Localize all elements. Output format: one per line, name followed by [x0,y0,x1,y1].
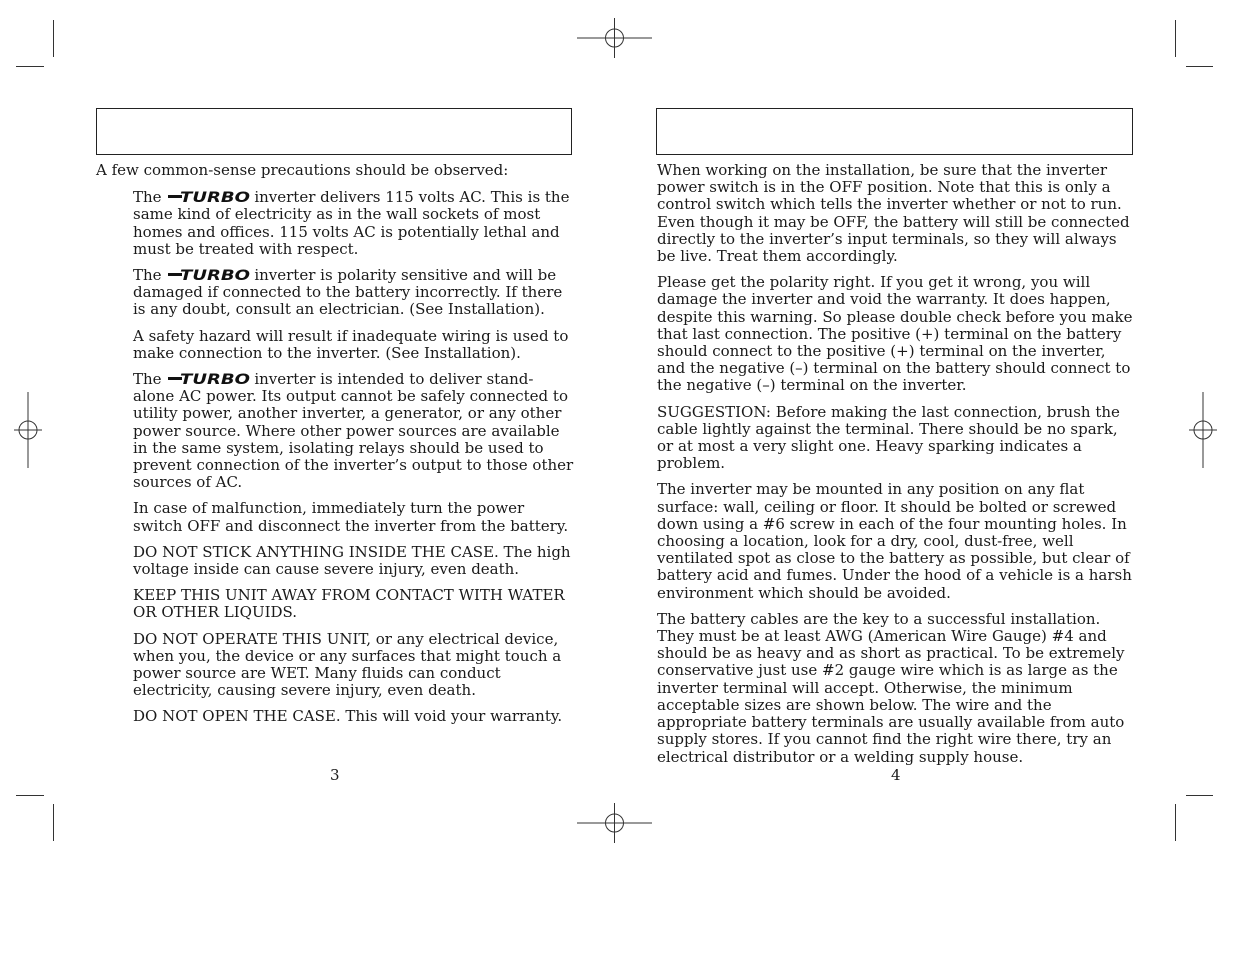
registration-mark-icon [577,18,652,58]
turbo-logo-icon [168,372,250,385]
precaution-item [133,631,574,700]
crop-mark [1175,20,1176,57]
crop-mark [1186,795,1213,796]
precaution-text: In case of malfunction, immediately turn the power switch OFF and disconnect the inverter from the battery. [133,499,569,535]
precaution-text: inverter is polarity sensitive and will be damaged if connected to the battery incorrectly. If there is any doubt, consult an electrician. (See Installation). [133,266,563,319]
page-number-right: 4 [891,766,901,784]
installation-paragraph: When working on the installation, be sure that the inverter power switch is in the OFF position. Note that this is only a control switch which tells the inverter whether or not to run. Even though it may be OFF, the battery will still be connected directly to the inverter’s input terminals, so they will always be live. Treat them accordingly. [657,161,1130,266]
crop-mark [16,795,44,796]
precaution-prefix: The [133,370,162,389]
crop-mark [53,804,54,841]
precaution-text: inverter is intended to deliver stand-alone AC power. Its output cannot be safely connected to utility power, another inverter, a generator, or any other power source. Where other power sources are available in the same system, isolating relays should be used to prevent connection of the inverter’s output to those other sources of AC. [133,370,574,492]
left-header-box [96,108,572,155]
installation-paragraph: Please get the polarity right. If you get it wrong, you will damage the inverter and void the warranty. It does happen, despite this warning. So please double check before you make that last connection. The positive (+) terminal on the battery should connect to the positive (+) terminal on the inverter, and the negative (–) terminal on the battery should connect to the negative (–) terminal on the inverter. [657,273,1133,395]
registration-mark-icon [577,803,652,843]
installation-paragraph: SUGGESTION: Before making the last connection, brush the cable lightly against the terminal. There should be no spark, or at most a very slight one. Heavy sparking indicates a problem. [657,402,1120,473]
right-header-box [656,108,1133,155]
registration-mark-icon [1189,392,1217,468]
precaution-item [133,500,574,534]
turbo-logo-icon [168,190,250,203]
precaution-text: A safety hazard will result if inadequate wiring is used to make connection to the inverter. (See Installation). [133,326,569,362]
precaution-item [133,587,574,621]
crop-mark [1175,804,1176,841]
precaution-item [133,371,574,491]
precaution-text: DO NOT OPEN THE CASE. This will void your warranty. [133,707,563,726]
precaution-text: DO NOT OPERATE THIS UNIT, or any electrical device, when you, the device or any surfaces that might touch a power source are WET. Many fluids can conduct electricity, causing severe injury, even death. [133,629,562,700]
crop-mark [16,66,44,67]
precaution-text: inverter delivers 115 volts AC. This is the same kind of electricity as in the wall sockets of most homes and offices. 115 volts AC is potentially lethal and must be treated with respect. [133,188,570,258]
left-page-content [96,162,574,735]
installation-paragraph: The battery cables are the key to a successful installation. They must be at least AWG (American Wire Gauge) #4 and should be as heavy and as short as practical. To be extremely conservative just use #2 gauge wire which is as large as the inverter terminal will accept. Otherwise, the minimum acceptable sizes are shown below. The wire and the appropriate battery terminals are usually available from auto supply stores. If you cannot find the right wire there, try an electrical distributor or a welding supply house. [657,609,1125,766]
precaution-prefix: The [133,266,162,285]
precaution-item [133,267,574,319]
turbo-logo-text: TURBO [180,372,251,386]
precautions-list [96,189,574,725]
installation-paragraphs [657,162,1135,766]
right-page-content [657,162,1135,775]
turbo-logo-icon [168,268,250,281]
precaution-text: KEEP THIS UNIT AWAY FROM CONTACT WITH WATER OR OTHER LIQUIDS. [133,586,565,622]
precaution-prefix: The [133,188,162,207]
precaution-item [133,189,574,258]
precaution-item [133,544,574,578]
precaution-item [133,328,574,362]
registration-mark-icon [14,392,42,468]
precaution-text: DO NOT STICK ANYTHING INSIDE THE CASE. The high voltage inside can cause severe injury, even death. [133,542,571,579]
turbo-logo-text: TURBO [180,268,251,282]
crop-mark [1186,66,1213,67]
installation-paragraph: The inverter may be mounted in any position on any flat surface: wall, ceiling or floor. It should be bolted or screwed down using a #6 screw in each of the four mounting holes. In choosing a location, look for a dry, cool, dust-free, well ventilated spot as close to the battery as possible, but clear of battery acid and fumes. Under the hood of a vehicle is a harsh environment which should be avoided. [657,480,1132,602]
turbo-logo-text: TURBO [180,190,251,204]
crop-mark [53,20,54,57]
precaution-item [133,708,574,725]
intro-text: A few common-sense precautions should be observed: [96,161,509,179]
page-number-left: 3 [330,766,340,784]
